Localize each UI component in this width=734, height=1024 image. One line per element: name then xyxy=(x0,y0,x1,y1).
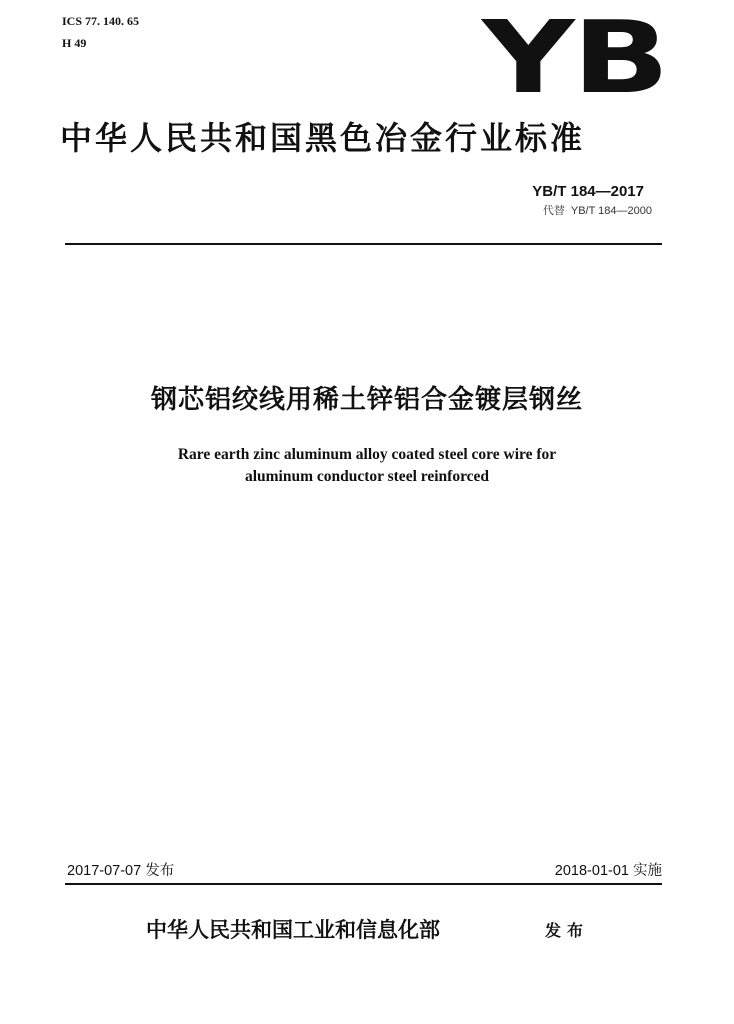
issue-date: 2017-07-07 发布 xyxy=(67,863,175,879)
organization-title: 中华人民共和国黑色冶金行业标准 xyxy=(60,119,586,157)
ccs-code: H 49 xyxy=(62,36,87,50)
top-divider xyxy=(65,243,662,245)
bottom-divider xyxy=(65,883,662,885)
replaces-line xyxy=(543,204,652,218)
yb-logo: YB xyxy=(482,0,668,116)
publisher-name: 中华人民共和国工业和信息化部 xyxy=(146,918,440,942)
chinese-title: 钢芯铝绞线用稀土锌铝合金镀层钢丝 xyxy=(150,385,583,415)
english-title-line-1: Rare earth zinc aluminum alloy coated steel core wire for xyxy=(177,446,557,463)
english-title-line-2: aluminum conductor steel reinforced xyxy=(244,468,490,485)
replaces-label: 代替 xyxy=(542,205,565,217)
implementation-date: 2018-01-01 实施 xyxy=(554,863,662,879)
standard-number: YB/T 184—2017 xyxy=(532,183,644,200)
replaced-standard-number: YB/T 184—2000 xyxy=(570,205,652,217)
ics-code: ICS 77. 140. 65 xyxy=(62,14,140,28)
english-title xyxy=(0,444,734,488)
publish-label: 发布 xyxy=(545,921,590,940)
